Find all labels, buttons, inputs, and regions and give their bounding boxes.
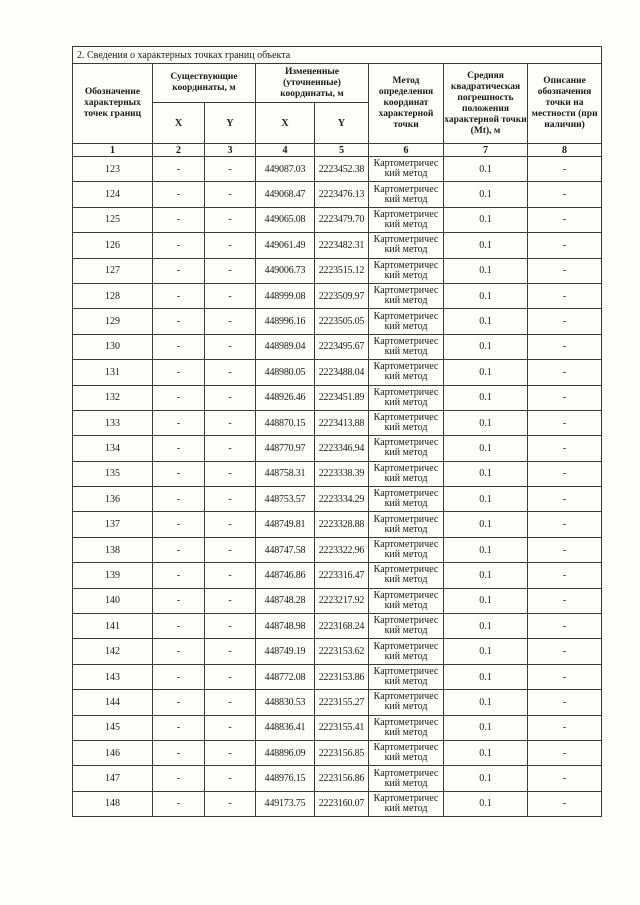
table-row [73, 588, 602, 613]
header-description: Описание обозначения точки на местности (при наличии) [528, 64, 602, 144]
existing-y-cell: - [205, 614, 256, 639]
error-cell: 0.1 [444, 461, 528, 486]
column-number: 5 [315, 144, 369, 157]
changed-x-cell: 448770.97 [256, 436, 315, 461]
table-row [73, 537, 602, 562]
point-cell: 128 [73, 283, 153, 308]
description-cell: - [528, 410, 602, 435]
changed-x-cell: 448896.09 [256, 740, 315, 765]
point-cell: 148 [73, 791, 153, 816]
coordinates-document [72, 46, 601, 817]
table-row [73, 461, 602, 486]
point-cell: 138 [73, 537, 153, 562]
description-cell: - [528, 512, 602, 537]
existing-x-cell: - [153, 690, 205, 715]
table-row [73, 740, 602, 765]
existing-x-cell: - [153, 537, 205, 562]
point-cell: 129 [73, 309, 153, 334]
method-cell: Картометричес кий метод [369, 334, 444, 359]
changed-x-cell: 448749.19 [256, 639, 315, 664]
changed-x-cell: 449061.49 [256, 233, 315, 258]
changed-y-cell: 2223509.97 [315, 283, 369, 308]
existing-x-cell: - [153, 360, 205, 385]
table-row [73, 639, 602, 664]
error-cell: 0.1 [444, 740, 528, 765]
existing-x-cell: - [153, 791, 205, 816]
table-row [73, 334, 602, 359]
method-cell: Картометричес кий метод [369, 385, 444, 410]
point-cell: 123 [73, 157, 153, 182]
point-cell: 132 [73, 385, 153, 410]
description-cell: - [528, 207, 602, 232]
point-cell: 133 [73, 410, 153, 435]
point-cell: 142 [73, 639, 153, 664]
existing-y-cell: - [205, 690, 256, 715]
changed-y-cell: 2223515.12 [315, 258, 369, 283]
existing-y-cell: - [205, 182, 256, 207]
changed-y-cell: 2223155.27 [315, 690, 369, 715]
description-cell: - [528, 360, 602, 385]
existing-x-cell: - [153, 182, 205, 207]
error-cell: 0.1 [444, 715, 528, 740]
existing-y-cell: - [205, 791, 256, 816]
table-row [73, 791, 602, 816]
method-cell: Картометричес кий метод [369, 614, 444, 639]
changed-y-cell: 2223338.39 [315, 461, 369, 486]
description-cell: - [528, 664, 602, 689]
point-cell: 124 [73, 182, 153, 207]
method-cell: Картометричес кий метод [369, 639, 444, 664]
changed-x-cell: 449006.73 [256, 258, 315, 283]
existing-y-cell: - [205, 436, 256, 461]
table-row [73, 410, 602, 435]
description-cell: - [528, 740, 602, 765]
table-row [73, 715, 602, 740]
changed-y-cell: 2223156.85 [315, 740, 369, 765]
boundary-points-table [72, 46, 602, 817]
changed-y-cell: 2223413.88 [315, 410, 369, 435]
changed-y-cell: 2223168.24 [315, 614, 369, 639]
changed-y-cell: 2223482.31 [315, 233, 369, 258]
column-number: 4 [256, 144, 315, 157]
table-row [73, 157, 602, 182]
method-cell: Картометричес кий метод [369, 487, 444, 512]
error-cell: 0.1 [444, 690, 528, 715]
method-cell: Картометричес кий метод [369, 664, 444, 689]
description-cell: - [528, 283, 602, 308]
header-point: Обозначение характерных точек границ [73, 64, 153, 144]
point-cell: 130 [73, 334, 153, 359]
changed-x-cell: 448996.16 [256, 309, 315, 334]
changed-x-cell: 448772.08 [256, 664, 315, 689]
existing-x-cell: - [153, 309, 205, 334]
description-cell: - [528, 309, 602, 334]
method-cell: Картометричес кий метод [369, 563, 444, 588]
existing-x-cell: - [153, 258, 205, 283]
error-cell: 0.1 [444, 766, 528, 791]
point-cell: 144 [73, 690, 153, 715]
method-cell: Картометричес кий метод [369, 182, 444, 207]
changed-x-cell: 449087.03 [256, 157, 315, 182]
existing-y-cell: - [205, 283, 256, 308]
existing-x-cell: - [153, 487, 205, 512]
method-cell: Картометричес кий метод [369, 309, 444, 334]
header-changed-y: Y [315, 103, 369, 144]
existing-x-cell: - [153, 207, 205, 232]
table-row [73, 258, 602, 283]
point-cell: 141 [73, 614, 153, 639]
changed-x-cell: 448753.57 [256, 487, 315, 512]
existing-x-cell: - [153, 563, 205, 588]
existing-y-cell: - [205, 461, 256, 486]
existing-x-cell: - [153, 157, 205, 182]
description-cell: - [528, 461, 602, 486]
point-cell: 126 [73, 233, 153, 258]
column-number: 6 [369, 144, 444, 157]
changed-y-cell: 2223452.38 [315, 157, 369, 182]
table-row [73, 233, 602, 258]
table-row [73, 487, 602, 512]
error-cell: 0.1 [444, 385, 528, 410]
existing-y-cell: - [205, 512, 256, 537]
existing-y-cell: - [205, 233, 256, 258]
error-cell: 0.1 [444, 410, 528, 435]
existing-y-cell: - [205, 157, 256, 182]
changed-x-cell: 448746.86 [256, 563, 315, 588]
description-cell: - [528, 563, 602, 588]
changed-y-cell: 2223153.86 [315, 664, 369, 689]
changed-x-cell: 448758.31 [256, 461, 315, 486]
changed-x-cell: 448980.05 [256, 360, 315, 385]
changed-y-cell: 2223488.04 [315, 360, 369, 385]
error-cell: 0.1 [444, 334, 528, 359]
changed-y-cell: 2223451.89 [315, 385, 369, 410]
changed-x-cell: 448926.46 [256, 385, 315, 410]
existing-y-cell: - [205, 639, 256, 664]
description-cell: - [528, 182, 602, 207]
point-cell: 127 [73, 258, 153, 283]
table-row [73, 563, 602, 588]
table-row [73, 436, 602, 461]
existing-y-cell: - [205, 207, 256, 232]
method-cell: Картометричес кий метод [369, 233, 444, 258]
method-cell: Картометричес кий метод [369, 360, 444, 385]
existing-y-cell: - [205, 588, 256, 613]
error-cell: 0.1 [444, 791, 528, 816]
changed-x-cell: 449065.08 [256, 207, 315, 232]
method-cell: Картометричес кий метод [369, 283, 444, 308]
changed-x-cell: 448749.81 [256, 512, 315, 537]
error-cell: 0.1 [444, 537, 528, 562]
description-cell: - [528, 791, 602, 816]
column-number: 1 [73, 144, 153, 157]
changed-y-cell: 2223505.05 [315, 309, 369, 334]
description-cell: - [528, 614, 602, 639]
existing-y-cell: - [205, 563, 256, 588]
table-row [73, 207, 602, 232]
error-cell: 0.1 [444, 157, 528, 182]
existing-x-cell: - [153, 588, 205, 613]
error-cell: 0.1 [444, 233, 528, 258]
point-cell: 136 [73, 487, 153, 512]
table-row [73, 766, 602, 791]
changed-x-cell: 448836.41 [256, 715, 315, 740]
existing-y-cell: - [205, 309, 256, 334]
description-cell: - [528, 766, 602, 791]
point-cell: 147 [73, 766, 153, 791]
changed-y-cell: 2223153.62 [315, 639, 369, 664]
header-method: Метод определения координат характерной точки [369, 64, 444, 144]
changed-x-cell: 448999.08 [256, 283, 315, 308]
existing-x-cell: - [153, 715, 205, 740]
point-cell: 125 [73, 207, 153, 232]
header-existing-x: X [153, 103, 205, 144]
changed-x-cell: 448748.98 [256, 614, 315, 639]
changed-y-cell: 2223322.96 [315, 537, 369, 562]
error-cell: 0.1 [444, 207, 528, 232]
existing-x-cell: - [153, 283, 205, 308]
existing-y-cell: - [205, 740, 256, 765]
point-cell: 134 [73, 436, 153, 461]
description-cell: - [528, 715, 602, 740]
existing-x-cell: - [153, 461, 205, 486]
table-row [73, 385, 602, 410]
changed-x-cell: 448989.04 [256, 334, 315, 359]
description-cell: - [528, 258, 602, 283]
error-cell: 0.1 [444, 182, 528, 207]
table-row [73, 309, 602, 334]
column-number: 8 [528, 144, 602, 157]
section-title: 2. Сведения о характерных точках границ объекта [73, 47, 602, 64]
method-cell: Картометричес кий метод [369, 766, 444, 791]
description-cell: - [528, 690, 602, 715]
description-cell: - [528, 537, 602, 562]
header-changed-coords: Измененные (уточненные) координаты, м [256, 64, 369, 103]
description-cell: - [528, 436, 602, 461]
method-cell: Картометричес кий метод [369, 588, 444, 613]
point-cell: 139 [73, 563, 153, 588]
existing-x-cell: - [153, 385, 205, 410]
error-cell: 0.1 [444, 360, 528, 385]
existing-x-cell: - [153, 614, 205, 639]
existing-y-cell: - [205, 537, 256, 562]
changed-y-cell: 2223334.29 [315, 487, 369, 512]
point-cell: 135 [73, 461, 153, 486]
description-cell: - [528, 233, 602, 258]
existing-x-cell: - [153, 334, 205, 359]
header-changed-x: X [256, 103, 315, 144]
description-cell: - [528, 588, 602, 613]
changed-x-cell: 448748.28 [256, 588, 315, 613]
point-cell: 140 [73, 588, 153, 613]
changed-y-cell: 2223476.13 [315, 182, 369, 207]
description-cell: - [528, 639, 602, 664]
existing-x-cell: - [153, 664, 205, 689]
method-cell: Картометричес кий метод [369, 512, 444, 537]
description-cell: - [528, 487, 602, 512]
header-existing-y: Y [205, 103, 256, 144]
existing-y-cell: - [205, 334, 256, 359]
table-row [73, 360, 602, 385]
error-cell: 0.1 [444, 563, 528, 588]
method-cell: Картометричес кий метод [369, 207, 444, 232]
error-cell: 0.1 [444, 664, 528, 689]
changed-x-cell: 448870.15 [256, 410, 315, 435]
table-row [73, 664, 602, 689]
existing-x-cell: - [153, 766, 205, 791]
changed-x-cell: 448830.53 [256, 690, 315, 715]
point-cell: 145 [73, 715, 153, 740]
existing-x-cell: - [153, 740, 205, 765]
error-cell: 0.1 [444, 258, 528, 283]
table-row [73, 512, 602, 537]
existing-y-cell: - [205, 410, 256, 435]
existing-x-cell: - [153, 233, 205, 258]
changed-x-cell: 449068.47 [256, 182, 315, 207]
existing-x-cell: - [153, 512, 205, 537]
changed-x-cell: 449173.75 [256, 791, 315, 816]
description-cell: - [528, 385, 602, 410]
method-cell: Картометричес кий метод [369, 258, 444, 283]
changed-y-cell: 2223217.92 [315, 588, 369, 613]
error-cell: 0.1 [444, 283, 528, 308]
method-cell: Картометричес кий метод [369, 461, 444, 486]
changed-y-cell: 2223316.47 [315, 563, 369, 588]
method-cell: Картометричес кий метод [369, 690, 444, 715]
existing-y-cell: - [205, 360, 256, 385]
table-row [73, 690, 602, 715]
point-cell: 137 [73, 512, 153, 537]
error-cell: 0.1 [444, 588, 528, 613]
error-cell: 0.1 [444, 487, 528, 512]
column-number: 2 [153, 144, 205, 157]
method-cell: Картометричес кий метод [369, 537, 444, 562]
existing-x-cell: - [153, 410, 205, 435]
column-numbers-row [73, 144, 602, 157]
header-error: Средняя квадратическая погрешность положения характерной точки (Mt), м [444, 64, 528, 144]
changed-y-cell: 2223346.94 [315, 436, 369, 461]
table-row [73, 614, 602, 639]
error-cell: 0.1 [444, 614, 528, 639]
point-cell: 143 [73, 664, 153, 689]
existing-y-cell: - [205, 385, 256, 410]
table-body [73, 157, 602, 817]
error-cell: 0.1 [444, 436, 528, 461]
method-cell: Картометричес кий метод [369, 157, 444, 182]
method-cell: Картометричес кий метод [369, 410, 444, 435]
column-number: 7 [444, 144, 528, 157]
method-cell: Картометричес кий метод [369, 715, 444, 740]
description-cell: - [528, 334, 602, 359]
table-row [73, 283, 602, 308]
changed-y-cell: 2223156.86 [315, 766, 369, 791]
method-cell: Картометричес кий метод [369, 740, 444, 765]
changed-x-cell: 448976.15 [256, 766, 315, 791]
changed-y-cell: 2223328.88 [315, 512, 369, 537]
existing-y-cell: - [205, 664, 256, 689]
point-cell: 131 [73, 360, 153, 385]
column-number: 3 [205, 144, 256, 157]
changed-y-cell: 2223155.41 [315, 715, 369, 740]
existing-y-cell: - [205, 766, 256, 791]
description-cell: - [528, 157, 602, 182]
table-row [73, 182, 602, 207]
point-cell: 146 [73, 740, 153, 765]
existing-y-cell: - [205, 715, 256, 740]
changed-y-cell: 2223479.70 [315, 207, 369, 232]
existing-y-cell: - [205, 487, 256, 512]
changed-y-cell: 2223495.67 [315, 334, 369, 359]
existing-x-cell: - [153, 436, 205, 461]
method-cell: Картометричес кий метод [369, 436, 444, 461]
existing-y-cell: - [205, 258, 256, 283]
changed-y-cell: 2223160.07 [315, 791, 369, 816]
existing-x-cell: - [153, 639, 205, 664]
changed-x-cell: 448747.58 [256, 537, 315, 562]
method-cell: Картометричес кий метод [369, 791, 444, 816]
error-cell: 0.1 [444, 512, 528, 537]
error-cell: 0.1 [444, 639, 528, 664]
error-cell: 0.1 [444, 309, 528, 334]
header-existing-coords: Существующие координаты, м [153, 64, 256, 103]
